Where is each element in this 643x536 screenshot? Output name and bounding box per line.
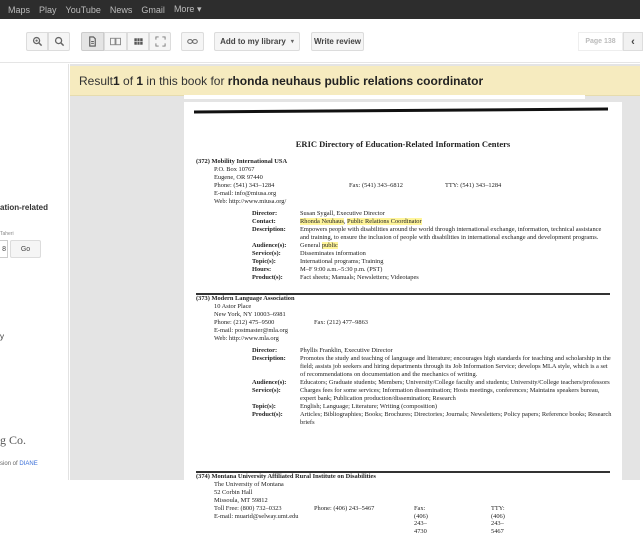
related-books-heading: ation-related xyxy=(0,203,49,212)
google-top-nav xyxy=(0,0,640,19)
nav-play[interactable]: Play xyxy=(39,4,57,15)
address-line: Missoula, MT 59812 xyxy=(214,496,268,504)
field-value: Fact sheets; Manuals; Newsletters; Videotapes xyxy=(300,273,419,281)
nav-news[interactable]: News xyxy=(109,4,133,15)
entry-373 xyxy=(196,295,612,427)
page-indicator: Page 138 xyxy=(578,32,623,51)
field-label: Service(s): xyxy=(252,249,281,257)
field-label: Hours: xyxy=(252,265,272,273)
book-toolbar xyxy=(0,19,640,63)
field-label: Audience(s): xyxy=(252,379,287,387)
address-line: The University of Montana xyxy=(214,480,284,488)
result-prefix: Result xyxy=(79,73,114,88)
result-total: 1 xyxy=(136,73,144,88)
single-page-view-button[interactable] xyxy=(81,32,104,51)
publisher-division xyxy=(0,461,38,467)
field-label: Description: xyxy=(252,226,286,234)
nav-more[interactable]: More ▾ xyxy=(173,4,202,14)
fax: Fax: (406) 243–4730 xyxy=(414,504,428,536)
address-line: 10 Astor Place xyxy=(214,302,252,310)
entry-heading: (372) Mobility International USA xyxy=(196,158,288,165)
author-label: Taheri xyxy=(0,231,14,237)
entry-fields xyxy=(196,347,612,426)
division-text: sion of xyxy=(0,461,20,467)
go-button[interactable]: Go xyxy=(10,240,41,258)
address-line: Eugene, OR 97440 xyxy=(214,173,263,181)
diane-link[interactable]: DIANE xyxy=(19,461,38,467)
search-query: rhonda neuhaus public relations coordinator xyxy=(227,73,484,88)
field-value: Empowers people with disabilities around the world through international exchange, information, technical assistance and training, to ensure the inclusion of people with disabilities in international exchange and development programs. xyxy=(300,226,602,242)
entry-heading: (373) Modern Language Association xyxy=(196,295,295,302)
email: E-mail: info@miusa.org xyxy=(214,189,277,197)
previous-page-edge xyxy=(184,95,585,99)
field-label: Contact: xyxy=(252,218,276,226)
address-line: 52 Corbin Hall xyxy=(214,488,253,496)
highlight-contact-name: Rhonda Neuhaus xyxy=(300,218,344,226)
book-viewer[interactable] xyxy=(70,64,640,536)
separator: , xyxy=(343,218,348,226)
left-sidebar xyxy=(0,64,69,480)
field-value: Phyllis Franklin, Executive Director xyxy=(300,347,393,355)
search-result-bar xyxy=(70,66,640,96)
thumbnails-icon xyxy=(133,36,144,47)
link-button[interactable] xyxy=(181,32,204,51)
highlight-contact-title: Public Relations Coordinator xyxy=(347,218,422,226)
add-to-library-label: Add to my library xyxy=(220,37,286,46)
nav-gmail[interactable]: Gmail xyxy=(141,4,165,15)
tty: TTY: (541) 343–1284 xyxy=(445,181,502,189)
sidebar-text-fragment: y xyxy=(0,332,4,341)
zoom-in-button[interactable] xyxy=(26,32,48,51)
chevron-down-icon: ▾ xyxy=(290,39,294,45)
field-label: Service(s): xyxy=(252,386,281,394)
address-line: New York, NY 10003–6981 xyxy=(214,310,286,318)
field-label: Director: xyxy=(252,347,278,355)
toll-free: Toll Free: (800) 732–0323 xyxy=(214,504,282,512)
field-value: Articles; Bibliographies; Books; Brochures; Directories; Journals; Newsletters; Policy papers; Reference books; Research briefs xyxy=(300,410,612,426)
phone: Phone: (212) 475–9500 xyxy=(214,318,275,326)
entry-address xyxy=(196,480,505,536)
previous-page-button[interactable] xyxy=(623,32,643,51)
field-value: Promotes the study and teaching of language and literature; encourages high standards for teaching and scholarship in the field; assists job seekers and hiring departments through its Job Information Service; develops MLA style, which is a set of recommendations on documentation and the mechanics of writing. xyxy=(300,355,611,379)
page-title: ERIC Directory of Education-Related Information Centers xyxy=(295,139,511,149)
field-value: International programs; Training xyxy=(300,257,384,265)
link-icon xyxy=(187,36,198,47)
field-value: Susan Sygall, Executive Director xyxy=(300,210,385,218)
nav-youtube[interactable]: YouTube xyxy=(65,4,101,15)
fax: Fax: (541) 343–6812 xyxy=(349,181,403,189)
entry-fields xyxy=(196,210,612,281)
single-page-icon xyxy=(87,36,98,47)
field-value: Disseminates information xyxy=(300,249,366,257)
field-label: Topic(s): xyxy=(252,257,276,265)
field-label: Topic(s): xyxy=(252,402,276,410)
thumbnail-view-button[interactable] xyxy=(127,32,149,51)
zoom-out-icon xyxy=(54,36,65,47)
fax: Fax: (212) 477–9863 xyxy=(314,318,368,326)
fullscreen-button[interactable] xyxy=(149,32,171,51)
field-value: Charges fees for some services; Information dissemination; Hosts meetings, conferences; Maintains speakers bureau, expert bank; Publication production/dissemination; Research xyxy=(300,386,600,402)
field-label: Product(s): xyxy=(252,273,283,281)
web: Web: http://www.miusa.org/ xyxy=(214,197,287,205)
email: E-mail: muarid@selway.umt.edu xyxy=(214,512,299,520)
tty: TTY: (406) 243–5467 xyxy=(491,504,505,536)
field-value: Educators; Graduate students; Members; University/College faculty and students; University/College teachers/professors xyxy=(300,379,610,387)
highlight-public: public xyxy=(321,242,338,250)
chevron-left-icon: ‹ xyxy=(631,35,635,48)
two-page-view-button[interactable] xyxy=(104,32,127,51)
field-label: Audience(s): xyxy=(252,242,287,250)
result-of: of xyxy=(119,73,137,88)
result-middle: in this book for xyxy=(143,73,228,88)
entry-372 xyxy=(196,158,612,282)
add-to-library-button[interactable] xyxy=(214,32,300,51)
entry-address xyxy=(196,303,612,343)
zoom-out-button[interactable] xyxy=(48,32,70,51)
page-top-rule xyxy=(194,108,608,114)
zoom-in-icon xyxy=(32,36,43,47)
field-value: English; Language; Literature; Writing (composition) xyxy=(300,402,437,410)
entry-374 xyxy=(196,473,505,536)
entry-heading: (374) Montana University Affiliated Rural Institute on Disabilities xyxy=(196,473,376,480)
address-line: P.O. Box 10767 xyxy=(214,165,255,173)
phone: Phone: (541) 343–1284 xyxy=(214,181,275,189)
fullscreen-icon xyxy=(155,36,166,47)
field-value: General xyxy=(300,242,322,250)
write-review-button[interactable]: Write review xyxy=(311,32,364,51)
two-page-icon xyxy=(110,36,121,47)
field-label: Description: xyxy=(252,355,286,363)
nav-maps[interactable]: Maps xyxy=(8,4,31,15)
book-page xyxy=(184,102,622,536)
phone: Phone: (406) 243–5467 xyxy=(314,504,375,512)
entry-address xyxy=(196,166,612,206)
web: Web: http://www.mla.org xyxy=(214,334,279,342)
publisher-logo: g Co. xyxy=(0,433,27,447)
field-value: M–F 9:00 a.m.–5:30 p.m. (PST) xyxy=(300,265,383,273)
field-label: Product(s): xyxy=(252,410,283,418)
page-number-input[interactable]: 8 xyxy=(0,240,8,258)
result-current: 1 xyxy=(113,73,120,88)
email: E-mail: postmaster@mla.org xyxy=(214,326,288,334)
field-label: Director: xyxy=(252,210,278,218)
